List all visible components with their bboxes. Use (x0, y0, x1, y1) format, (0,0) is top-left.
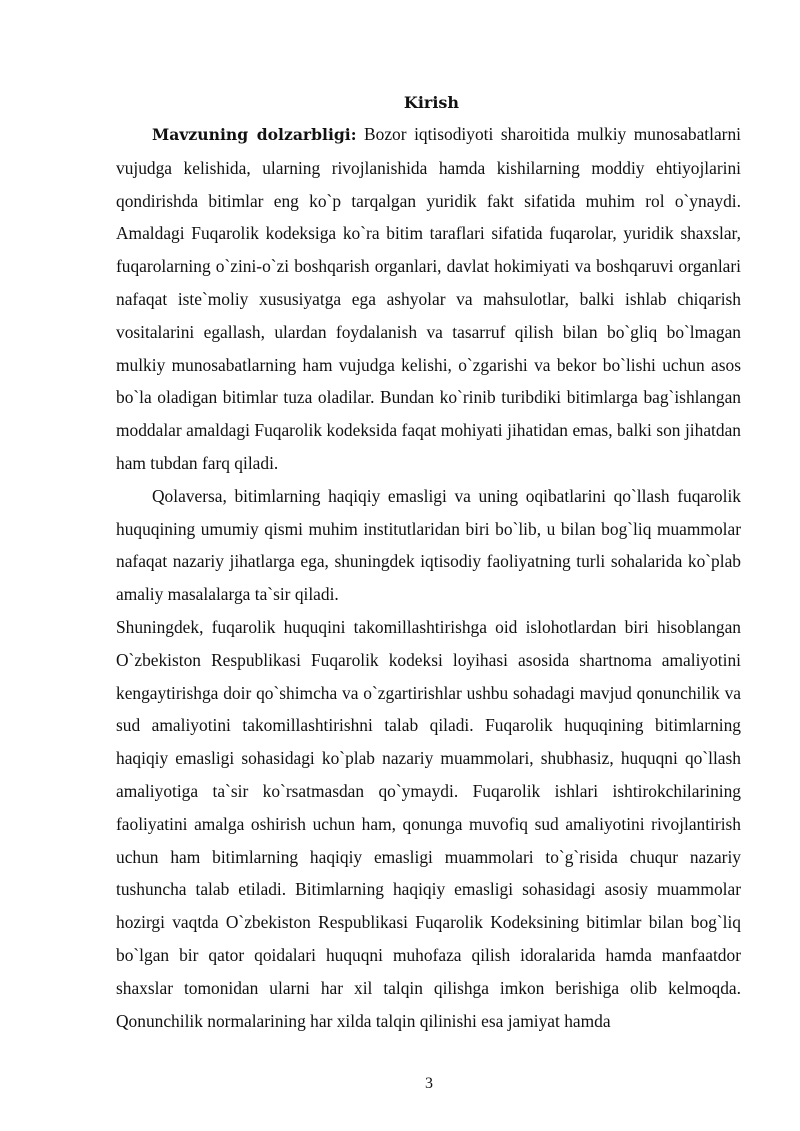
paragraph-lead: Mavzuning dolzarbligi: (152, 125, 357, 144)
document-page (116, 88, 741, 1037)
paragraph-body: Bozor iqtisodiyoti sharoitida mulkiy munosabatlarni vujudga kelishida, ularning rivojlanishida hamda kishilarning moddiy ehtiyojlarini qondirishda bitimlar eng ko`p tarqalgan yuridik fakt sifatida muhim rol o`ynaydi. Amaldagi Fuqarolik kodeksiga ko`ra bitim taraflari sifatida fuqarolar, yuridik shaxslar, fuqarolarning o`zini-o`zi boshqarish organlari, davlat hokimiyati va boshqaruvi organlari nafaqat iste`moliy xususiyatga ega ashyolar va mahsulotlar, balki ishlab chiqarish vositalarini egallash, ulardan foydalanish va tasarruf qilish bilan bo`gliq bo`lmagan mulkiy munosabatlarning ham vujudga kelishi, o`zgarishi va bekor bo`lishi uchun asos bo`la oladigan bitimlar tuza oladilar. Bundan ko`rinib turibdiki bitimlarga bag`ishlangan moddalar amaldagi Fuqarolik kodeksida faqat mohiyati jihatidan emas, balki son jihatdan ham tubdan farq qiladi. (116, 124, 741, 473)
page-number: 3 (425, 1075, 433, 1092)
paragraph-reforms: Shuningdek, fuqarolik huquqini takomillashtirishga oid islohotlardan biri hisoblangan O`zbekiston Respublikasi Fuqarolik kodeksi loyihasi asosida shartnoma amaliyotini kengaytirishga doir qo`shimcha va o`zgartirishlar ushbu sohadagi mavjud qonunchilik va sud amaliyotini takomillashtirishni talab qiladi. Fuqarolik huquqining bitimlarning haqiqiy emasligi sohasidagi ko`plab nazariy muammolari, shubhasiz, huquqni qo`llash amaliyotiga ta`sir ko`rsatmasdan qo`ymaydi. Fuqarolik ishlari ishtirokchilarining faoliyatini amalga oshirish uchun ham, qonunga muvofiq sud amaliyotini rivojlantirish uchun ham bitimlarning haqiqiy emasligi muammolari to`g`risida chuqur nazariy tushuncha talab etiladi. Bitimlarning haqiqiy emasligi sohasidagi asosiy muammolar hozirgi vaqtda O`zbekiston Respublikasi Fuqarolik Kodeksining bitimlar bilan bog`liq bo`lgan bir qator qoidalari huquqni muhofaza qilish idoralarida hamda manfaatdor shaxslar tomonidan ularni har xil talqin qilishga imkon berishiga olib kelmoqda. Qonunchilik normalarining har xilda talqin qilinishi esa jamiyat hamda (116, 616, 741, 1031)
section-title: Kirish (403, 93, 460, 112)
paragraph-consequences: Qolaversa, bitimlarning haqiqiy emasligi va uning oqibatlarini qo`llash fuqarolik huquqining umumiy qismi muhim institutlaridan biri bo`lib, u bilan bog`liq muammolar nafaqat nazariy jihatlarga ega, shuningdek iqtisodiy faoliyatning turli sohalarida ko`plab amaliy masalalarga ta`sir qiladi. (116, 485, 741, 605)
paragraph-relevance (116, 118, 741, 480)
